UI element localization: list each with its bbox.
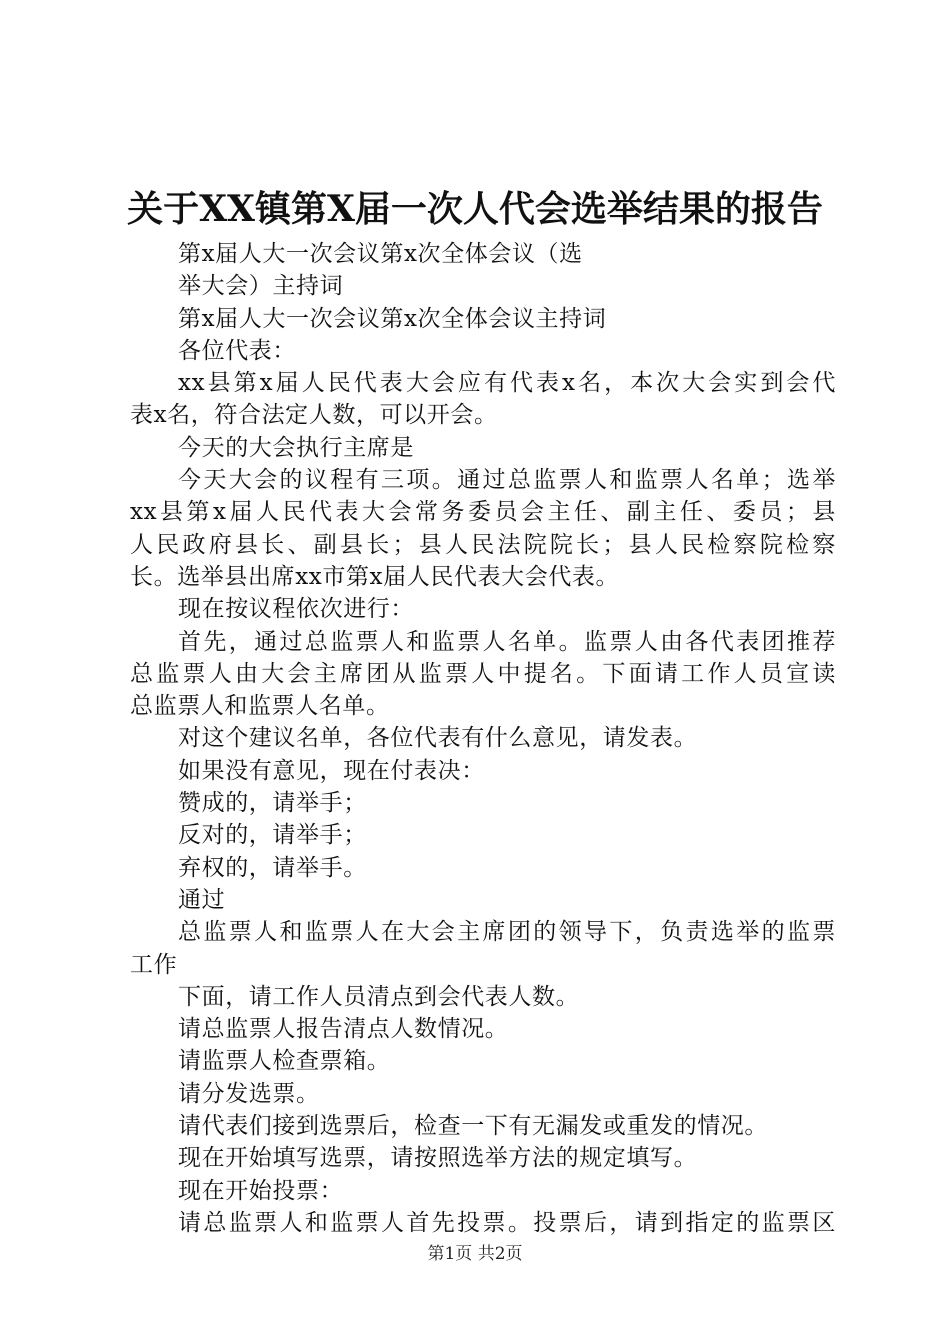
text-line: 举大会）主持词 (178, 273, 344, 300)
text-line: 工作 (130, 951, 178, 978)
text-line: 请代表们接到选票后，检查一下有无漏发或重发的情况。 (178, 1113, 768, 1140)
text-line: 现在开始投票： (178, 1177, 344, 1204)
document-title: 关于XX镇第X届一次人代会选举结果的报告 (127, 188, 823, 230)
text-line: 请分发选票。 (178, 1080, 320, 1107)
text-line: 下面，请工作人员清点到会代表人数。 (178, 983, 580, 1010)
text-line: 反对的，请举手； (178, 822, 367, 849)
text-line: 如果没有意见，现在付表决： (178, 757, 485, 784)
text-line: 对这个建议名单，各位代表有什么意见，请发表。 (178, 725, 698, 752)
text-line: 首先，通过总监票人和监票人名单。监票人由各代表团推荐 (178, 628, 836, 655)
document-body (130, 238, 836, 1239)
text-line: 各位代表： (178, 337, 296, 364)
text-line: 今天的大会执行主席是 (178, 434, 414, 461)
text-line: 总监票人和监票人名单。 (130, 693, 390, 720)
text-line: 第x届人大一次会议第x次全体会议（选 (178, 241, 583, 267)
text-line: 第x届人大一次会议第x次全体会议主持词 (178, 305, 607, 332)
text-line: 弃权的，请举手。 (178, 854, 367, 881)
text-line: 今天大会的议程有三项。通过总监票人和监票人名单；选举 (178, 467, 836, 494)
text-line: 请监票人检查票箱。 (178, 1048, 391, 1075)
text-line: 表x名，符合法定人数，可以开会。 (130, 402, 498, 429)
page-number: 第1页 共2页 (427, 1244, 523, 1264)
text-line: 赞成的，请举手； (178, 790, 367, 817)
text-line: 请总监票人和监票人首先投票。投票后，请到指定的监票区 (178, 1209, 836, 1236)
text-line: xx县第x届人民代表大会应有代表x名，本次大会实到会代 (178, 370, 836, 397)
text-line: 请总监票人报告清点人数情况。 (178, 1016, 509, 1043)
text-line: 人民政府县长、副县长；县人民法院院长；县人民检察院检察 (130, 531, 836, 558)
text-line: xx县第x届人民代表大会常务委员会主任、副主任、委员；县 (130, 499, 836, 526)
text-line: 长。选举县出席xx市第x届人民代表大会代表。 (130, 563, 620, 590)
text-line: 通过 (178, 886, 226, 913)
text-line: 现在开始填写选票，请按照选举方法的规定填写。 (178, 1145, 698, 1172)
text-line: 总监票人和监票人在大会主席团的领导下，负责选举的监票 (178, 919, 836, 946)
text-line: 现在按议程依次进行： (178, 596, 414, 623)
text-line: 总监票人由大会主席团从监票人中提名。下面请工作人员宣读 (130, 660, 836, 687)
